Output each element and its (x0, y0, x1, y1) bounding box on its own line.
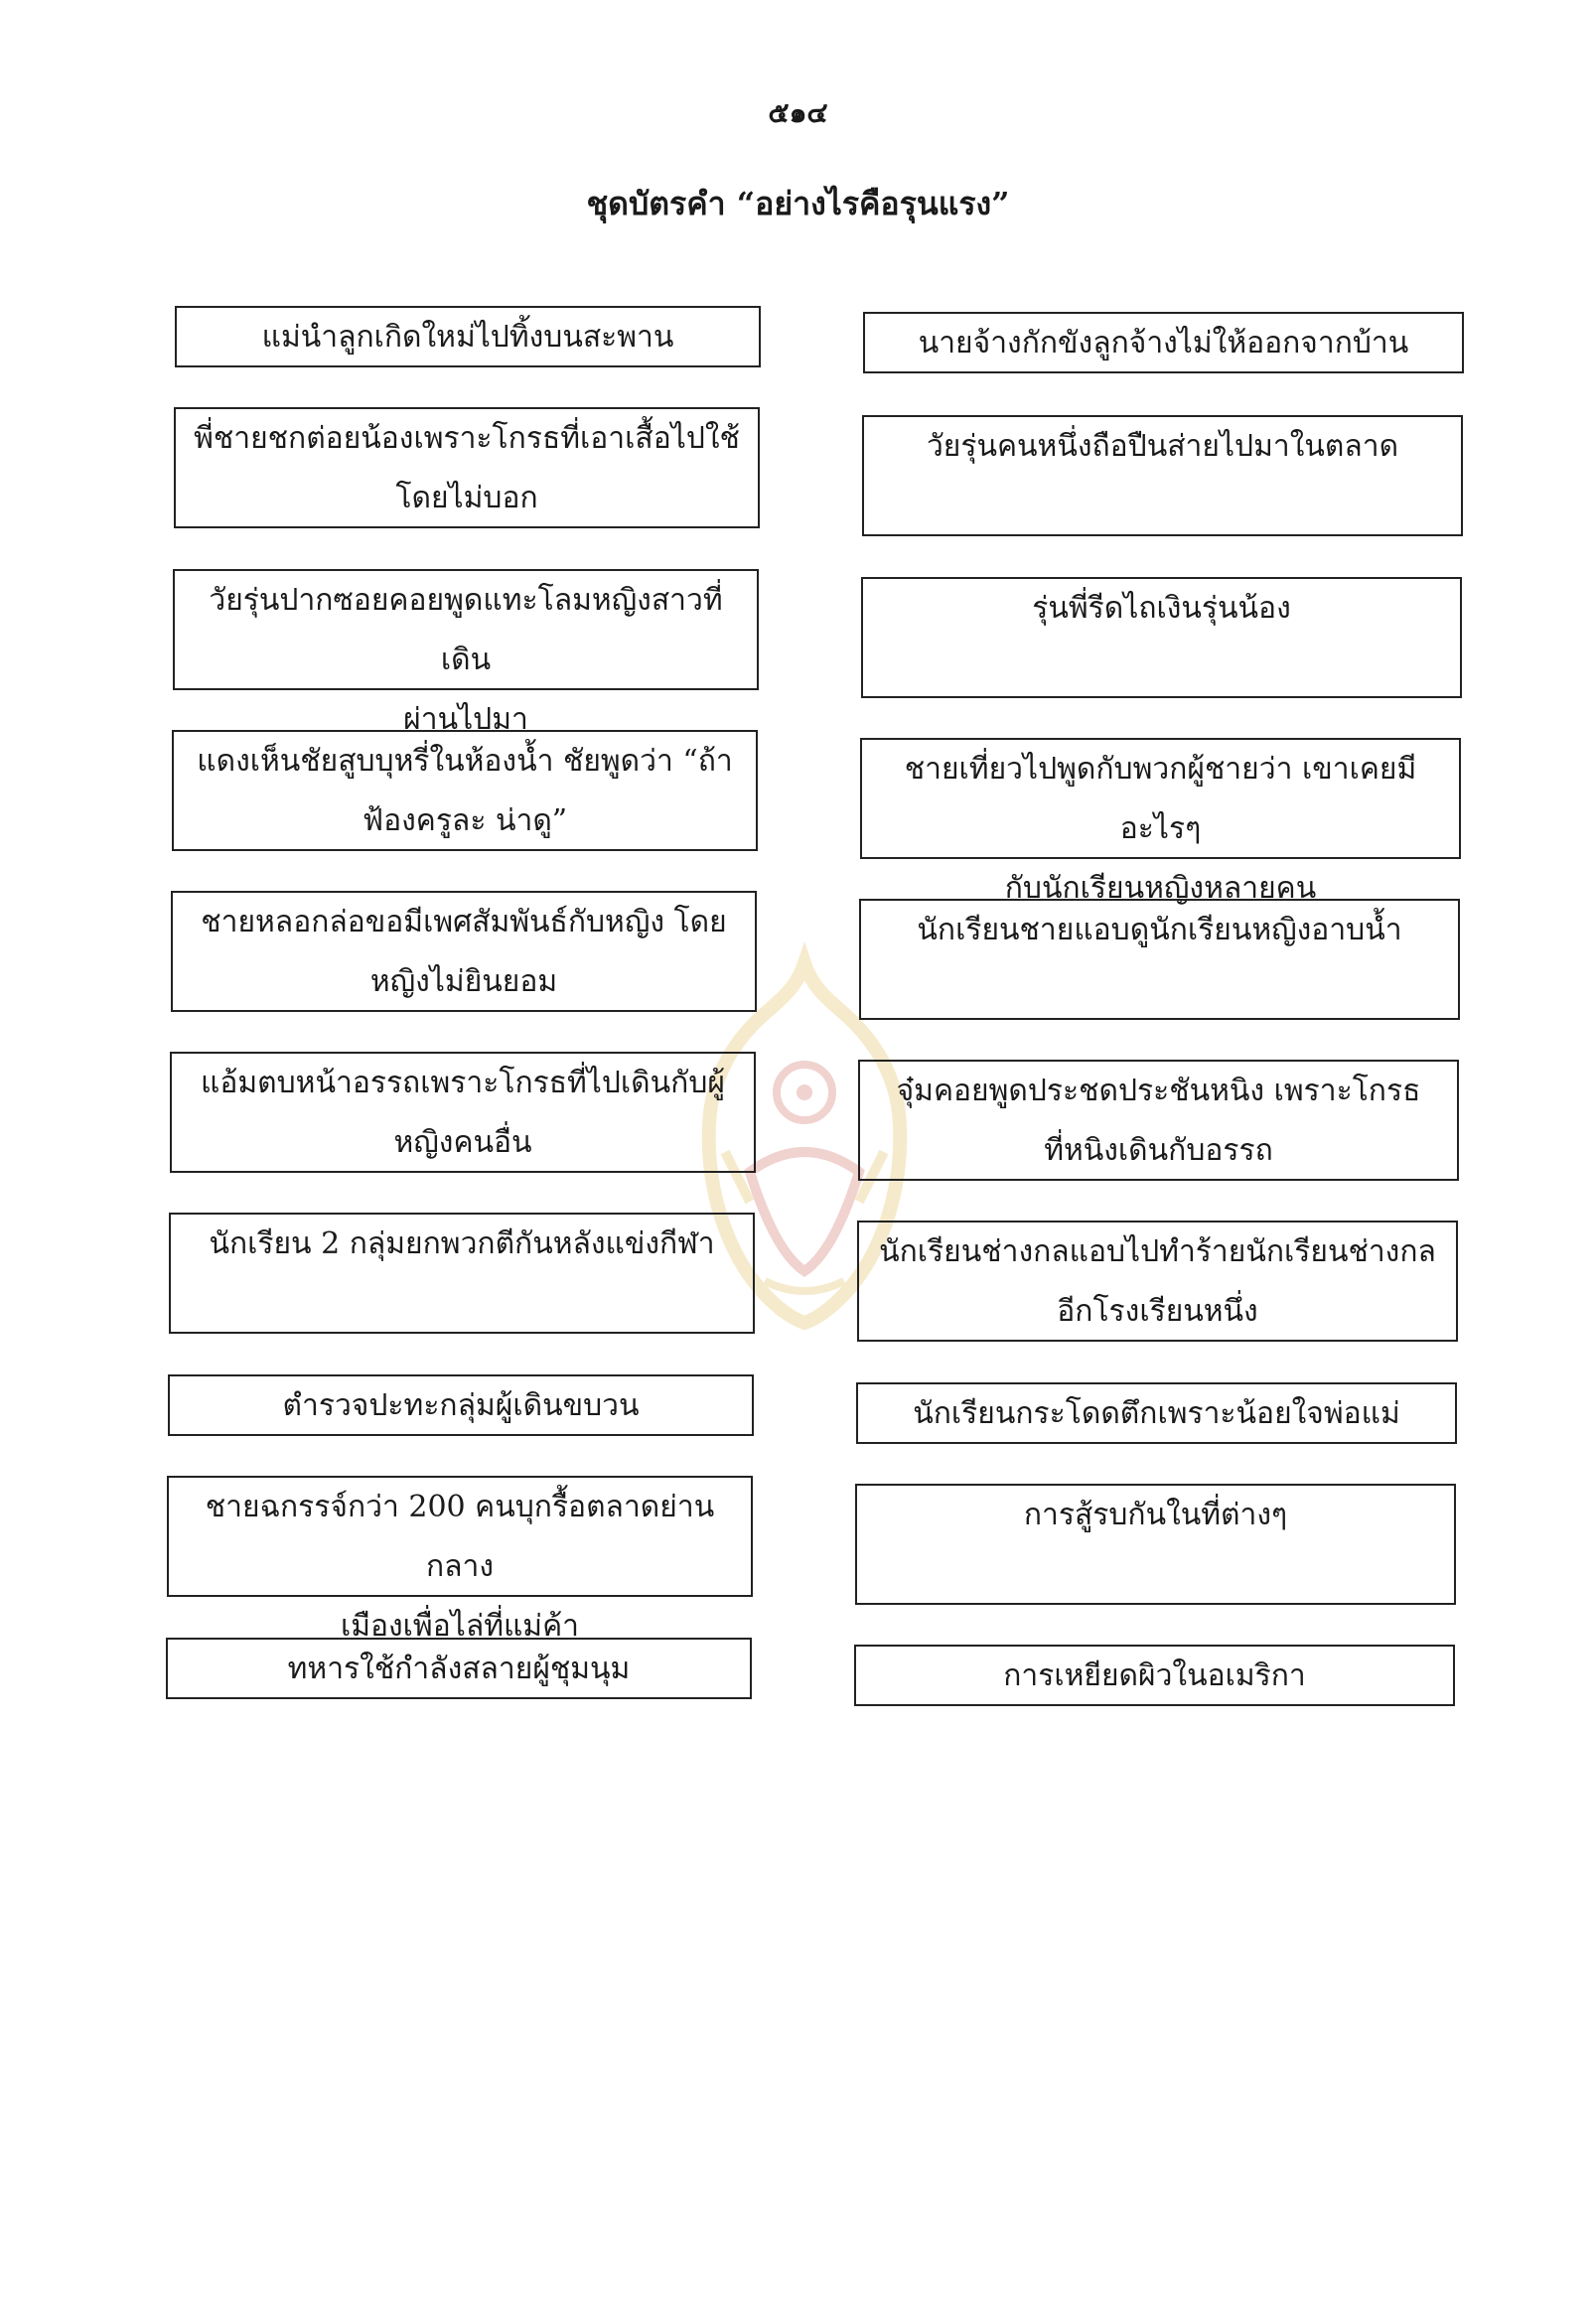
card-right-7 (857, 1221, 1458, 1342)
card-right-1 (863, 312, 1464, 373)
card-text: การเหยียดผิวในอเมริกา (1003, 1658, 1306, 1693)
page-title: ชุดบัตรคำ “อย่างไรคือรุนแรง” (586, 185, 1010, 222)
card-left-2 (174, 407, 760, 528)
card-right-10 (854, 1645, 1455, 1706)
card-text: แดงเห็นชัยสูบบุหรี่ในห้องน้ำ ชัยพูดว่า “ถ้า ฟ้องครูละ น่าดู” (197, 744, 733, 838)
card-left-8 (168, 1374, 754, 1436)
card-text: นายจ้างกักขังลูกจ้างไม่ให้ออกจากบ้าน (918, 326, 1409, 360)
card-text: ชายเที่ยวไปพูดกับพวกผู้ชายว่า เขาเคยมีอะไรๆ กับนักเรียนหญิงหลายคน (904, 752, 1417, 906)
card-right-6 (858, 1060, 1459, 1181)
card-text: จุ๋มคอยพูดประชดประชันหนิง เพราะโกรธ ที่หนิงเดินกับอรรถ (896, 1074, 1421, 1168)
card-text: วัยรุ่นคนหนึ่งถือปืนส่ายไปมาในตลาด (926, 429, 1399, 464)
card-text: นักเรียนชายแอบดูนักเรียนหญิงอาบน้ำ (917, 913, 1402, 947)
card-text: ตำรวจปะทะกลุ่มผู้เดินขบวน (282, 1388, 640, 1423)
card-left-10 (166, 1638, 752, 1699)
card-text: แอ้มตบหน้าอรรถเพราะโกรธที่ไปเดินกับผู้ หญิงคนอื่น (201, 1066, 725, 1160)
page-number: ๕๑๔ (768, 96, 828, 129)
card-right-4 (860, 738, 1461, 906)
card-text: รุ่นพี่รีดไถเงินรุ่นน้อง (1032, 591, 1291, 626)
card-text: ชายฉกรรจ์กว่า 200 คนบุกรื้อตลาดย่านกลาง เมืองเพื่อไล่ที่แม่ค้า (205, 1490, 715, 1644)
card-left-9 (167, 1476, 753, 1644)
card-right-5 (859, 899, 1460, 1020)
card-right-2 (862, 415, 1463, 536)
card-left-1 (175, 306, 761, 367)
card-text: แม่นำลูกเกิดใหม่ไปทิ้งบนสะพาน (261, 320, 674, 355)
card-left-7 (169, 1213, 755, 1334)
card-text: นักเรียนกระโดดตึกเพราะน้อยใจพ่อแม่ (913, 1396, 1400, 1431)
card-text: นักเรียน 2 กลุ่มยกพวกตีกันหลังแข่งกีฬา (209, 1226, 715, 1261)
card-right-9 (855, 1484, 1456, 1605)
card-right-8 (856, 1382, 1457, 1444)
card-text: ทหารใช้กำลังสลายผู้ชุมนุม (287, 1652, 631, 1686)
card-text: วัยรุ่นปากซอยคอยพูดแทะโลมหญิงสาวที่เดิน ผ่านไปมา (209, 583, 723, 737)
card-left-4 (172, 730, 758, 851)
card-left-6 (170, 1052, 756, 1173)
card-right-3 (861, 577, 1462, 698)
card-text: นักเรียนช่างกลแอบไปทำร้ายนักเรียนช่างกล อีกโรงเรียนหนึ่ง (879, 1234, 1436, 1329)
card-text: พี่ชายชกต่อยน้องเพราะโกรธที่เอาเสื้อไปใช้ โดยไม่บอก (194, 421, 740, 515)
card-left-3 (173, 569, 759, 737)
card-text: การสู้รบกันในที่ต่างๆ (1023, 1498, 1288, 1532)
card-text: ชายหลอกล่อขอมีเพศสัมพันธ์กับหญิง โดย หญิงไม่ยินยอม (201, 905, 727, 999)
card-left-5 (171, 891, 757, 1012)
